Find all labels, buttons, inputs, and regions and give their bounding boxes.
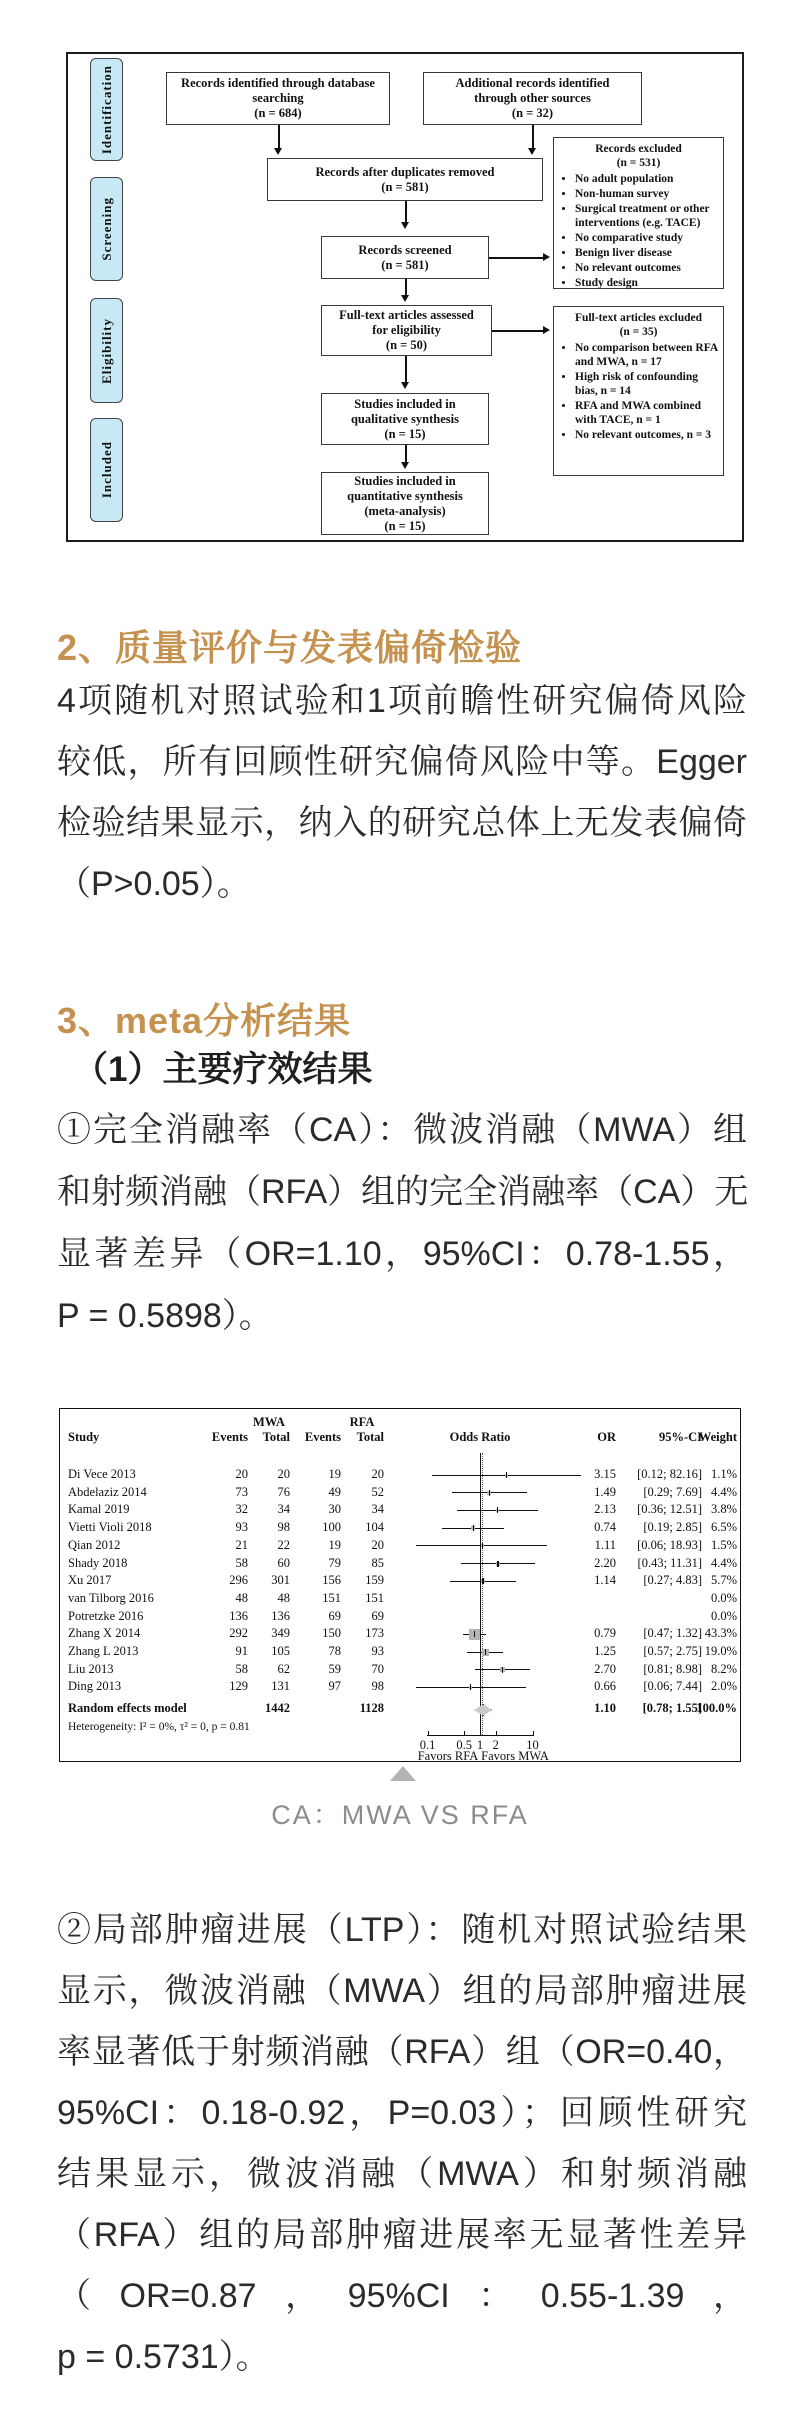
pooled-label: Random effects model [68,1701,187,1715]
rfa-events: 59 [328,1661,341,1676]
mwa-total: 98 [277,1520,290,1535]
weight-value: 19.0% [704,1644,737,1658]
mwa-total: 301 [271,1573,290,1588]
rfa-total: 69 [371,1608,384,1623]
mwa-events: 93 [235,1520,248,1535]
flow-box-fulltext: Full-text articles assessed for eligibility (n = 50) [321,305,492,356]
ci-value: [0.27; 4.83] [643,1573,702,1588]
pooled-mwa-total: 1442 [265,1701,290,1715]
effect-tick [485,1649,486,1655]
weight-value: 5.7% [710,1573,737,1588]
study-name: Di Vece 2013 [68,1467,136,1481]
text-line: 较低，所有回顾性研究偏倚风险中等。Egger [57,743,747,781]
text-line: （P>0.05）。 [57,865,251,903]
effect-tick [502,1667,503,1673]
study-name: van Tilborg 2016 [68,1590,154,1605]
mwa-total: 131 [271,1679,290,1694]
axis-tick [464,1731,465,1736]
study-name: Shady 2018 [68,1555,128,1570]
mwa-total: 22 [277,1537,290,1552]
text-line: 显示，微波消融（MWA）组的局部肿瘤进展 [57,1972,747,2010]
rfa-total: 20 [371,1467,384,1481]
mwa-events: 296 [229,1573,248,1588]
or-value: 1.25 [594,1644,616,1658]
rfa-events: 100 [322,1520,341,1535]
study-name: Qian 2012 [68,1537,121,1552]
or-value: 0.74 [594,1520,616,1535]
rfa-total: 93 [371,1644,384,1658]
study-name: Abdelaziz 2014 [68,1484,147,1499]
rfa-total: 104 [365,1520,384,1535]
axis-tick [496,1731,497,1736]
pooled-or: 1.10 [594,1701,616,1715]
weight-value: 0.0% [710,1590,737,1605]
weight-value: 4.4% [710,1484,737,1499]
section2-heading: 2、质量评价与发表偏倚检验 [57,627,523,668]
flow-arrow [489,257,544,259]
weight-value: 0.0% [710,1608,737,1623]
rfa-events: 150 [322,1626,341,1641]
text-line: 4项随机对照试验和1项前瞻性研究偏倚风险 [57,682,747,720]
rfa-events: 19 [328,1467,341,1481]
ci-value: [0.43; 11.31] [637,1555,702,1570]
effect-tick [482,1578,483,1584]
mwa-events: 58 [235,1555,248,1570]
arrowhead-down-icon [528,148,536,155]
stage-label-screening: Screening [90,177,123,281]
rfa-events: 79 [328,1555,341,1570]
flow-box-excl1: Records excluded (n = 531) • No adult population • Non-human survey • Surgical treatment or other interventions (e.g. TACE) • No comparative study • Benign liver disease • No relevant outcomes • Study design [553,137,724,289]
flow-arrow [532,125,534,149]
ci-value: [0.57; 2.75] [643,1644,702,1658]
forest-plot [59,1408,741,1762]
mwa-events: 21 [235,1537,248,1552]
flow-box-other: Additional records identified through other sources (n = 32) [423,72,642,125]
axis-tick [480,1731,481,1736]
weight-value: 43.3% [704,1626,737,1641]
mwa-total: 60 [277,1555,290,1570]
effect-tick [482,1543,483,1549]
text-line: ①完全消融率（CA）：微波消融（MWA）组 [57,1111,747,1149]
effect-tick [473,1525,474,1531]
weight-value: 1.5% [710,1537,737,1552]
pooled-rfa-total: 1128 [359,1701,384,1715]
arrowhead-right-icon [543,326,550,334]
rfa-events: 30 [328,1502,341,1517]
collapse-triangle-icon [390,1766,416,1781]
mwa-events: 48 [235,1590,248,1605]
effect-tick [506,1472,507,1478]
or-value: 0.66 [594,1679,616,1694]
weight-value: 4.4% [710,1555,737,1570]
axis-tick-label: 0.5 [456,1738,472,1752]
flow-arrow [405,279,407,296]
effect-tick [474,1631,475,1637]
arrowhead-down-icon [401,295,409,302]
group-header-mwa: MWA [253,1415,285,1429]
text-line: 显著差异（OR=1.10，95%CI：0.78-1.55， [57,1235,747,1273]
weight-value: 6.5% [710,1520,737,1535]
or-value: 3.15 [594,1467,616,1481]
flow-arrow [278,125,280,149]
pooled-weight: 100.0% [696,1701,737,1715]
mwa-total: 48 [277,1590,290,1605]
text-line: （OR=0.87，95%CI：0.55-1.39， [57,2277,747,2315]
mwa-total: 76 [277,1484,290,1499]
text-line: （RFA）组的局部肿瘤进展率无显著性差异 [57,2216,747,2254]
pooled-diamond [474,1704,492,1716]
effect-tick [497,1561,498,1567]
or-value: 0.79 [594,1626,616,1641]
ci-value: [0.81; 8.98] [643,1661,702,1676]
or-value: 2.13 [594,1502,616,1517]
text-line: 和射频消融（RFA）组的完全消融率（CA）无 [57,1173,749,1211]
mwa-total: 136 [271,1608,290,1623]
complete-ablation-paragraph [57,1099,747,1347]
effect-tick [470,1684,471,1690]
stage-label-eligibility: Eligibility [90,298,123,403]
flow-arrow [405,445,407,463]
text-line: 95%CI：0.18-0.92，P=0.03）；回顾性研究 [57,2094,747,2132]
flow-box-quant: Studies included in quantitative synthesis (meta-analysis) (n = 15) [321,472,489,535]
flow-box-db: Records identified through database searching (n = 684) [166,72,390,125]
section2-paragraph [57,671,747,915]
study-name: Potretzke 2016 [68,1608,144,1623]
mwa-events: 91 [235,1644,248,1658]
flow-box-excl2: Full-text articles excluded (n = 35) • No comparison between RFA and MWA, n = 17 • High risk of confounding bias, n = 14 • RFA and MWA combined with TACE, n = 1 • No relevant outcomes, n = 3 [553,306,724,476]
col-header-odds-ratio: Odds Ratio [449,1430,511,1444]
pooled-ci: [0.78; 1.55] [642,1701,702,1715]
or-value: 2.20 [594,1555,616,1570]
ci-value: [0.12; 82.16] [637,1467,702,1481]
col-header: Total [262,1430,290,1444]
figure-caption: CA：MWA VS RFA [271,1800,529,1830]
flow-box-qual: Studies included in qualitative synthesis (n = 15) [321,393,489,445]
rfa-events: 69 [328,1608,341,1623]
arrowhead-down-icon [401,462,409,469]
rfa-total: 159 [365,1573,384,1588]
mwa-total: 20 [277,1467,290,1481]
weight-value: 3.8% [710,1502,737,1517]
text-line: 检验结果显示，纳入的研究总体上无发表偏倚 [57,804,747,842]
rfa-events: 151 [322,1590,341,1605]
study-name: Kamal 2019 [68,1502,130,1517]
col-header: Events [304,1430,341,1444]
study-name: Vietti Violi 2018 [68,1520,152,1535]
prisma-flow-diagram [66,52,744,542]
arrowhead-down-icon [274,148,282,155]
flow-arrow [405,201,407,223]
text-line: ②局部肿瘤进展（LTP）：随机对照试验结果 [57,1911,747,1949]
axis-tick [428,1731,429,1736]
rfa-total: 70 [371,1661,384,1676]
rfa-events: 49 [328,1484,341,1499]
reference-line [480,1453,481,1735]
rfa-events: 19 [328,1537,341,1552]
rfa-events: 156 [322,1573,341,1588]
study-name: Xu 2017 [68,1573,112,1588]
heterogeneity-note: Heterogeneity: I² = 0%, τ² = 0, p = 0.81 [68,1721,250,1733]
stage-label-identification: Identification [90,58,123,161]
mwa-total: 105 [271,1644,290,1658]
flow-box-dedup: Records after duplicates removed (n = 581) [267,158,543,201]
rfa-total: 98 [371,1679,384,1694]
col-header-weight: Weight [698,1430,737,1444]
text-line: 率显著低于射频消融（RFA）组（OR=0.40， [57,2033,747,2071]
weight-value: 2.0% [710,1679,737,1694]
study-name: Liu 2013 [68,1661,114,1676]
col-header-or: OR [597,1430,616,1444]
arrowhead-down-icon [401,222,409,229]
or-value: 1.11 [594,1537,616,1552]
group-header-rfa: RFA [349,1415,375,1429]
axis-tick-label: 10 [526,1738,539,1752]
section3-subheading: （1）主要疗效结果 [73,1050,373,1089]
or-value: 2.70 [594,1661,616,1676]
ci-value: [0.29; 7.69] [643,1484,702,1499]
favors-left-label: Favors RFA [417,1749,479,1763]
text-line: P = 0.5898）。 [57,1297,273,1335]
rfa-events: 78 [328,1644,341,1658]
section3-heading: 3、meta分析结果 [57,1000,352,1041]
rfa-total: 20 [371,1537,384,1552]
rfa-total: 85 [371,1555,384,1570]
mwa-events: 136 [229,1608,248,1623]
study-name: Zhang X 2014 [68,1626,141,1641]
mwa-events: 292 [229,1626,248,1641]
study-name: Ding 2013 [68,1679,122,1694]
rfa-total: 52 [371,1484,384,1499]
weight-value: 1.1% [710,1467,737,1481]
favors-right-label: Favors MWA [481,1749,549,1763]
axis-tick-label: 2 [492,1738,499,1752]
flow-arrow [492,330,544,332]
arrowhead-right-icon [543,253,550,261]
weight-value: 8.2% [710,1661,737,1676]
ci-value: [0.06; 18.93] [637,1537,702,1552]
axis-tick-label: 1 [476,1738,484,1752]
mwa-events: 58 [235,1661,248,1676]
col-header-ci: 95%-CI [658,1430,702,1444]
rfa-events: 97 [328,1679,341,1694]
flow-box-screened: Records screened (n = 581) [321,236,489,279]
ltp-paragraph [57,1900,747,2388]
mwa-total: 62 [277,1661,290,1676]
mwa-events: 129 [229,1679,248,1694]
stage-label-included: Included [90,418,123,522]
flow-arrow [405,356,407,383]
effect-tick [497,1507,498,1513]
ci-value: [0.36; 12.51] [637,1502,702,1517]
col-header: Events [211,1430,248,1444]
mwa-events: 73 [235,1484,248,1499]
rfa-total: 151 [365,1590,384,1605]
mwa-total: 34 [277,1502,290,1517]
rfa-total: 173 [365,1626,384,1641]
arrowhead-down-icon [401,382,409,389]
col-header: Total [356,1430,384,1444]
study-name: Zhang L 2013 [68,1644,139,1658]
text-line: 结果显示，微波消融（MWA）和射频消融 [57,2155,747,2193]
ci-value: [0.19; 2.85] [643,1520,702,1535]
mwa-total: 349 [271,1626,290,1641]
rfa-total: 34 [371,1502,384,1517]
or-value: 1.49 [594,1484,616,1499]
axis-tick [533,1731,534,1736]
ci-value: [0.47; 1.32] [643,1626,702,1641]
pooled-estimate-line [482,1453,483,1735]
ci-value: [0.06; 7.44] [643,1679,702,1694]
or-value: 1.14 [594,1573,616,1588]
effect-tick [489,1490,490,1496]
text-line: p = 0.5731）。 [57,2338,270,2376]
axis-tick-label: 0.1 [419,1738,436,1752]
mwa-events: 20 [235,1467,248,1481]
mwa-events: 32 [235,1502,248,1517]
col-header-study: Study [68,1430,100,1444]
